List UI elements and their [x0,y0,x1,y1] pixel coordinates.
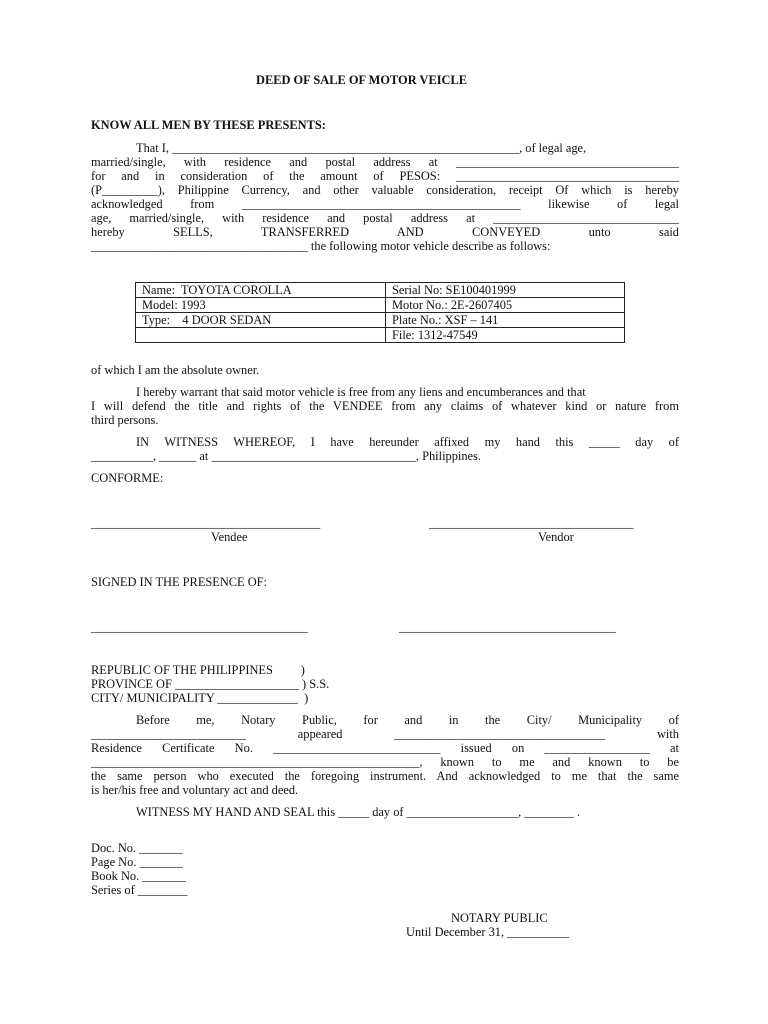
notary-line-1: Before me, Notary Public, for and in the City/ Municipality of [136,713,679,727]
vehicle-type: Type: 4 DOOR SEDAN [136,313,386,328]
book-no: Book No. _______ [91,869,186,883]
page-no: Page No. _______ [91,855,183,869]
vehicle-serial: Serial No: SE100401999 [386,283,625,298]
vehicle-name: Name: TOYOTA COROLLA [136,283,386,298]
notary-public-label: NOTARY PUBLIC [451,911,548,925]
document-title: DEED OF SALE OF MOTOR VEICLE [256,73,468,87]
signed-presence-label: SIGNED IN THE PRESENCE OF: [91,575,268,589]
para1-line-3: for and in consideration of the amount of PESOS: ____________________________________ [91,169,679,183]
vendee-signature-line: _____________________________________ [91,516,321,530]
witness-line-2: __________, ______ at _________________________________, Philippines. [91,449,481,463]
witness-line-1: IN WITNESS WHEREOF, I have hereunder affixed my hand this _____ day of [136,435,679,449]
vendor-label: Vendor [538,530,574,544]
warranty-line-3: third persons. [91,413,159,427]
para1-line-7: hereby SELLS, TRANSFERRED AND CONVEYED unto said [91,225,679,239]
para1-line-4: (P_________), Philippine Currency, and other valuable consideration, receipt Of which is hereby [91,183,679,197]
doc-no: Doc. No. _______ [91,841,183,855]
vendee-label: Vendee [211,530,248,544]
vehicle-model: Model: 1993 [136,298,386,313]
warranty-line-2: I will defend the title and rights of the VENDEE from any claims of whatever kind or nature from [91,399,679,413]
para1-line-6: age, married/single, with residence and postal address at ______________________________ [91,211,679,225]
vehicle-file: File: 1312-47549 [386,328,625,343]
vehicle-plate: Plate No.: XSF – 141 [386,313,625,328]
notary-line-3: Residence Certificate No. ___________________________ issued on _________________ at [91,741,679,755]
opening-line: KNOW ALL MEN BY THESE PRESENTS: [91,118,326,132]
warranty-line-1: I hereby warrant that said motor vehicle is free from any liens and encumberances and that [136,385,586,399]
venue-line-1: REPUBLIC OF THE PHILIPPINES ) [91,663,305,677]
table-row [136,283,625,298]
witness-signature-line-right: ___________________________________ [399,620,616,634]
para1-line-8: ___________________________________ the following motor vehicle describe as follows: [91,239,551,253]
vehicle-motor: Motor No.: 2E-2607405 [386,298,625,313]
notary-line-5: the same person who executed the foregoing instrument. And acknowledged to me that the same [91,769,679,783]
vendor-signature-line: _________________________________ [429,516,634,530]
venue-line-2: PROVINCE OF ____________________ ) S.S. [91,677,330,691]
table-row [136,298,625,313]
table-row [136,313,625,328]
seal-line: WITNESS MY HAND AND SEAL this _____ day of __________________, ________ . [136,805,581,819]
notary-line-2: _________________________ appeared __________________________________ with [91,727,679,741]
series-of: Series of ________ [91,883,188,897]
witness-signature-line-left: ___________________________________ [91,620,308,634]
vehicle-empty-cell [136,328,386,343]
conforme-label: CONFORME: [91,471,164,485]
vehicle-details-table [135,282,625,343]
notary-line-6: is her/his free and voluntary act and deed. [91,783,299,797]
para1-line-2: married/single, with residence and postal address at ____________________________________ [91,155,679,169]
para1-line-5: acknowledged from _____________________________________________ likewise of legal [91,197,679,211]
owner-line: of which I am the absolute owner. [91,363,260,377]
para1-line-1: That I, ________________________________________________________, of legal age, [136,141,587,155]
until-line: Until December 31, __________ [406,925,570,939]
venue-line-3: CITY/ MUNICIPALITY _____________ ) [91,691,309,705]
table-row [136,328,625,343]
notary-line-4: _____________________________________________________, known to me and known to be [91,755,679,769]
